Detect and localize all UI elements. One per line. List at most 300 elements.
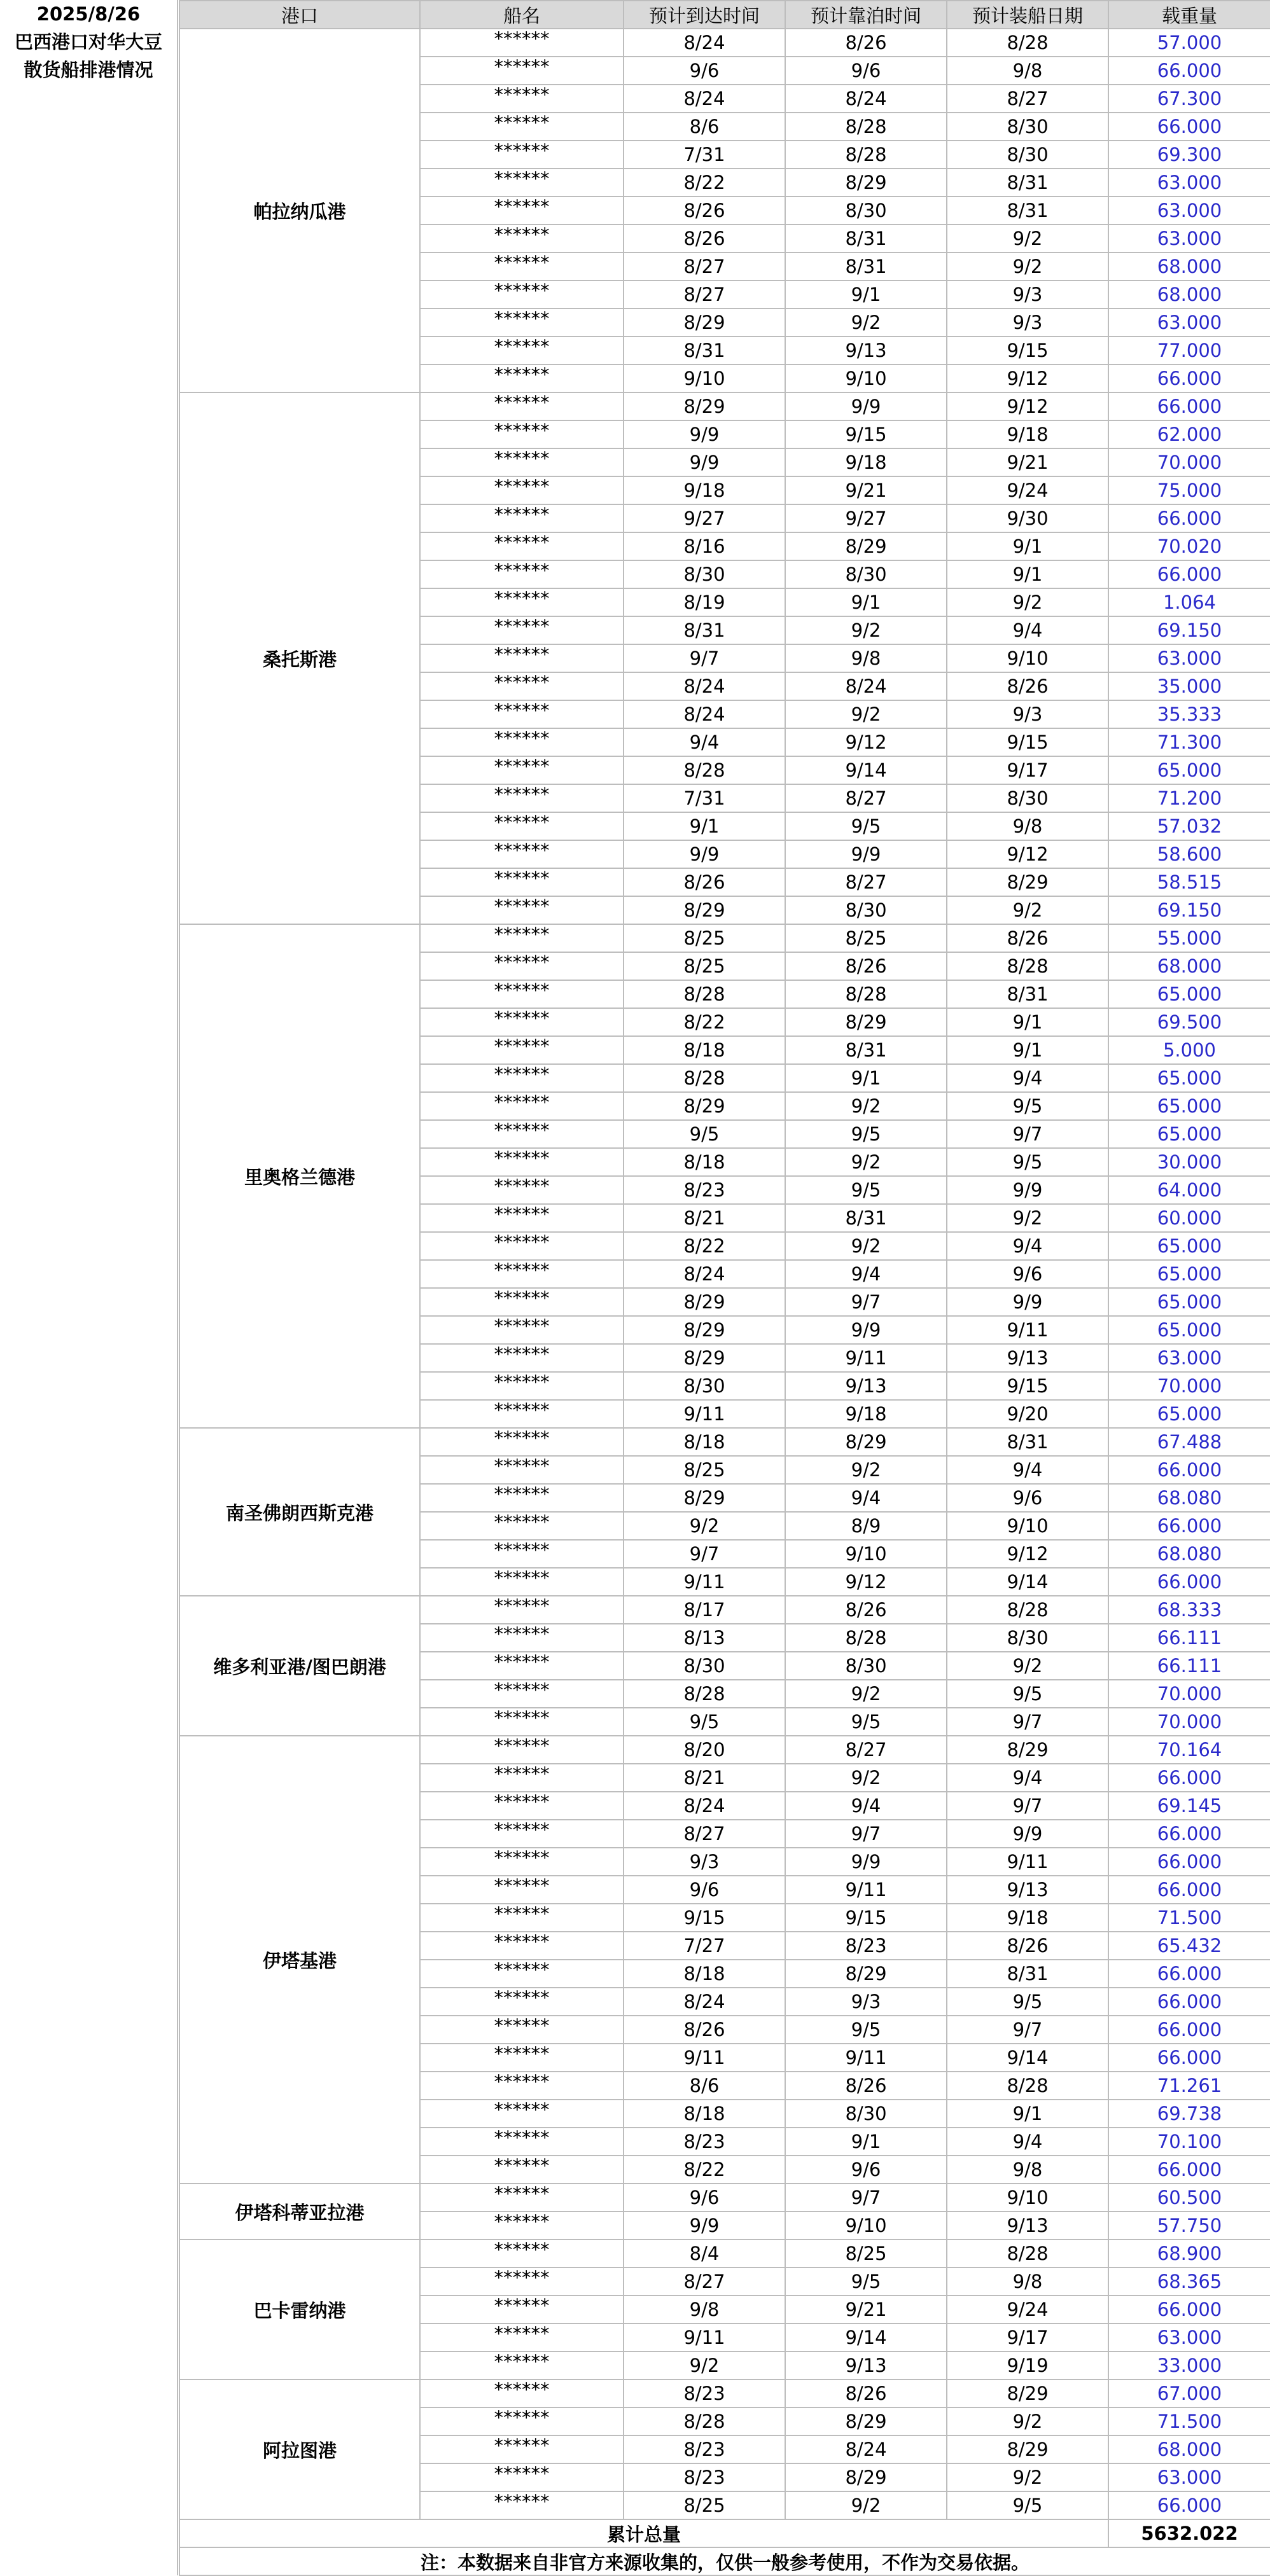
- berth-cell: 9/6: [785, 57, 947, 85]
- eta-cell: 9/7: [624, 1540, 785, 1568]
- berth-cell: 9/2: [785, 700, 947, 728]
- ship-name-masked: ******: [420, 85, 624, 113]
- port-name: 桑托斯港: [179, 392, 420, 924]
- tonnage-cell: 70.100: [1108, 2128, 1270, 2156]
- eta-cell: 8/25: [624, 2491, 785, 2519]
- ship-name-masked: ******: [420, 728, 624, 756]
- tonnage-cell: 70.164: [1108, 1736, 1270, 1764]
- tonnage-cell: 63.000: [1108, 197, 1270, 225]
- tonnage-cell: 65.000: [1108, 1400, 1270, 1428]
- tonnage-cell: 66.000: [1108, 113, 1270, 141]
- berth-cell: 9/2: [785, 1148, 947, 1176]
- berth-cell: 9/2: [785, 1456, 947, 1484]
- loading-date-cell: 9/5: [947, 1680, 1108, 1708]
- eta-cell: 8/18: [624, 1036, 785, 1064]
- berth-cell: 9/2: [785, 2491, 947, 2519]
- tonnage-cell: 65.000: [1108, 1288, 1270, 1316]
- loading-date-cell: 9/15: [947, 1372, 1108, 1400]
- loading-date-cell: 9/5: [947, 1092, 1108, 1120]
- tonnage-cell: 35.333: [1108, 700, 1270, 728]
- loading-date-cell: 9/10: [947, 1512, 1108, 1540]
- tonnage-cell: 66.000: [1108, 1512, 1270, 1540]
- tonnage-cell: 70.000: [1108, 1708, 1270, 1736]
- ship-name-masked: ******: [420, 2379, 624, 2407]
- loading-date-cell: 9/12: [947, 392, 1108, 420]
- loading-date-cell: 8/29: [947, 2379, 1108, 2407]
- ship-name-masked: ******: [420, 2072, 624, 2100]
- ship-name-masked: ******: [420, 588, 624, 616]
- eta-cell: 9/5: [624, 1708, 785, 1736]
- table-row: [179, 2240, 1270, 2268]
- report-title-line2: 散货船排港情况: [24, 59, 153, 81]
- berth-cell: 9/2: [785, 1680, 947, 1708]
- tonnage-cell: 69.300: [1108, 141, 1270, 169]
- ship-name-masked: ******: [420, 1792, 624, 1820]
- eta-cell: 8/28: [624, 2407, 785, 2435]
- berth-cell: 9/10: [785, 364, 947, 392]
- berth-cell: 9/4: [785, 1484, 947, 1512]
- berth-cell: 9/5: [785, 2268, 947, 2296]
- ship-name-masked: ******: [420, 1036, 624, 1064]
- ship-name-masked: ******: [420, 308, 624, 336]
- tonnage-cell: 60.500: [1108, 2184, 1270, 2212]
- ship-name-masked: ******: [420, 924, 624, 952]
- ship-name-masked: ******: [420, 784, 624, 812]
- loading-date-cell: 9/1: [947, 2100, 1108, 2128]
- loading-date-cell: 8/30: [947, 141, 1108, 169]
- eta-cell: 8/6: [624, 2072, 785, 2100]
- berth-cell: 8/26: [785, 2072, 947, 2100]
- tonnage-cell: 67.488: [1108, 1428, 1270, 1456]
- eta-cell: 8/20: [624, 1736, 785, 1764]
- ship-name-masked: ******: [420, 113, 624, 141]
- ship-name-masked: ******: [420, 2240, 624, 2268]
- loading-date-cell: 9/13: [947, 1344, 1108, 1372]
- loading-date-cell: 8/28: [947, 2072, 1108, 2100]
- eta-cell: 8/23: [624, 1176, 785, 1204]
- eta-cell: 9/9: [624, 420, 785, 448]
- eta-cell: 8/31: [624, 616, 785, 644]
- eta-cell: 8/29: [624, 1316, 785, 1344]
- eta-cell: 9/11: [624, 1400, 785, 1428]
- ship-name-masked: ******: [420, 1680, 624, 1708]
- eta-cell: 9/6: [624, 1876, 785, 1904]
- tonnage-cell: 66.111: [1108, 1652, 1270, 1680]
- ship-name-masked: ******: [420, 1372, 624, 1400]
- eta-cell: 8/23: [624, 2379, 785, 2407]
- berth-cell: 8/29: [785, 532, 947, 560]
- eta-cell: 8/13: [624, 1624, 785, 1652]
- ship-name-masked: ******: [420, 1316, 624, 1344]
- berth-cell: 9/6: [785, 2156, 947, 2184]
- berth-cell: 8/28: [785, 980, 947, 1008]
- berth-cell: 8/31: [785, 253, 947, 280]
- ship-name-masked: ******: [420, 1344, 624, 1372]
- ship-name-masked: ******: [420, 2407, 624, 2435]
- tonnage-cell: 66.111: [1108, 1624, 1270, 1652]
- loading-date-cell: 9/17: [947, 756, 1108, 784]
- eta-cell: 9/1: [624, 812, 785, 840]
- eta-cell: 8/30: [624, 1372, 785, 1400]
- berth-cell: 8/26: [785, 29, 947, 57]
- loading-date-cell: 9/12: [947, 364, 1108, 392]
- loading-date-cell: 9/7: [947, 1120, 1108, 1148]
- loading-date-cell: 9/8: [947, 2156, 1108, 2184]
- column-header-eta: 预计到达时间: [624, 1, 785, 29]
- ship-name-masked: ******: [420, 980, 624, 1008]
- ship-name-masked: ******: [420, 1708, 624, 1736]
- eta-cell: 8/24: [624, 29, 785, 57]
- berth-cell: 8/29: [785, 1960, 947, 1988]
- eta-cell: 8/25: [624, 924, 785, 952]
- column-header-port: 港口: [179, 1, 420, 29]
- port-name: 阿拉图港: [179, 2379, 420, 2519]
- ship-name-masked: ******: [420, 532, 624, 560]
- loading-date-cell: 9/1: [947, 560, 1108, 588]
- tonnage-cell: 66.000: [1108, 1988, 1270, 2016]
- eta-cell: 9/3: [624, 1848, 785, 1876]
- loading-date-cell: 9/3: [947, 700, 1108, 728]
- loading-date-cell: 9/4: [947, 1232, 1108, 1260]
- ship-name-masked: ******: [420, 476, 624, 504]
- loading-date-cell: 8/28: [947, 29, 1108, 57]
- port-name: 巴卡雷纳港: [179, 2240, 420, 2379]
- berth-cell: 8/31: [785, 225, 947, 253]
- report-title-block: [0, 0, 178, 2575]
- table-row: [179, 392, 1270, 420]
- column-header-loading: 预计装船日期: [947, 1, 1108, 29]
- berth-cell: 8/29: [785, 1428, 947, 1456]
- ship-name-masked: ******: [420, 952, 624, 980]
- loading-date-cell: 9/1: [947, 532, 1108, 560]
- berth-cell: 9/18: [785, 1400, 947, 1428]
- eta-cell: 8/27: [624, 2268, 785, 2296]
- eta-cell: 8/17: [624, 1596, 785, 1624]
- loading-date-cell: 9/3: [947, 280, 1108, 308]
- eta-cell: 8/18: [624, 1148, 785, 1176]
- ship-name-masked: ******: [420, 1820, 624, 1848]
- berth-cell: 9/12: [785, 1568, 947, 1596]
- loading-date-cell: 8/30: [947, 113, 1108, 141]
- tonnage-cell: 67.300: [1108, 85, 1270, 113]
- ship-name-masked: ******: [420, 1232, 624, 1260]
- loading-date-cell: 9/13: [947, 1876, 1108, 1904]
- tonnage-cell: 64.000: [1108, 1176, 1270, 1204]
- tonnage-cell: 66.000: [1108, 1876, 1270, 1904]
- berth-cell: 9/3: [785, 1988, 947, 2016]
- ship-name-masked: ******: [420, 868, 624, 896]
- ship-name-masked: ******: [420, 672, 624, 700]
- loading-date-cell: 8/27: [947, 85, 1108, 113]
- loading-date-cell: 8/28: [947, 1596, 1108, 1624]
- eta-cell: 8/29: [624, 1484, 785, 1512]
- eta-cell: 8/28: [624, 756, 785, 784]
- loading-date-cell: 9/12: [947, 1540, 1108, 1568]
- eta-cell: 8/29: [624, 308, 785, 336]
- loading-date-cell: 9/15: [947, 728, 1108, 756]
- tonnage-cell: 69.738: [1108, 2100, 1270, 2128]
- port-name: 里奥格兰德港: [179, 924, 420, 1428]
- tonnage-cell: 66.000: [1108, 392, 1270, 420]
- ship-name-masked: ******: [420, 1400, 624, 1428]
- total-row: [179, 2519, 1270, 2547]
- ship-name-masked: ******: [420, 1764, 624, 1792]
- berth-cell: 8/30: [785, 560, 947, 588]
- ship-name-masked: ******: [420, 1512, 624, 1540]
- tonnage-cell: 68.000: [1108, 253, 1270, 280]
- tonnage-cell: 57.032: [1108, 812, 1270, 840]
- ship-name-masked: ******: [420, 448, 624, 476]
- tonnage-cell: 66.000: [1108, 504, 1270, 532]
- eta-cell: 8/28: [624, 1064, 785, 1092]
- eta-cell: 8/21: [624, 1204, 785, 1232]
- table-row: [179, 29, 1270, 57]
- tonnage-cell: 71.500: [1108, 1904, 1270, 1932]
- table-header-row: [179, 1, 1270, 29]
- berth-cell: 8/30: [785, 2100, 947, 2128]
- tonnage-cell: 65.000: [1108, 1260, 1270, 1288]
- loading-date-cell: 9/24: [947, 2296, 1108, 2323]
- table-row: [179, 2379, 1270, 2407]
- tonnage-cell: 63.000: [1108, 169, 1270, 197]
- ship-name-masked: ******: [420, 420, 624, 448]
- ship-name-masked: ******: [420, 29, 624, 57]
- tonnage-cell: 68.000: [1108, 2435, 1270, 2463]
- tonnage-cell: 70.020: [1108, 532, 1270, 560]
- loading-date-cell: 9/14: [947, 2044, 1108, 2072]
- loading-date-cell: 8/28: [947, 2240, 1108, 2268]
- loading-date-cell: 9/2: [947, 1652, 1108, 1680]
- berth-cell: 9/11: [785, 1344, 947, 1372]
- berth-cell: 9/2: [785, 1764, 947, 1792]
- berth-cell: 9/11: [785, 1876, 947, 1904]
- berth-cell: 9/2: [785, 1092, 947, 1120]
- tonnage-cell: 60.000: [1108, 1204, 1270, 1232]
- tonnage-cell: 68.365: [1108, 2268, 1270, 2296]
- eta-cell: 7/31: [624, 784, 785, 812]
- loading-date-cell: 9/1: [947, 1008, 1108, 1036]
- berth-cell: 9/12: [785, 728, 947, 756]
- loading-date-cell: 8/26: [947, 672, 1108, 700]
- tonnage-cell: 65.432: [1108, 1932, 1270, 1960]
- loading-date-cell: 9/9: [947, 1176, 1108, 1204]
- loading-date-cell: 8/29: [947, 868, 1108, 896]
- ship-name-masked: ******: [420, 1176, 624, 1204]
- eta-cell: 8/23: [624, 2128, 785, 2156]
- loading-date-cell: 8/31: [947, 1428, 1108, 1456]
- berth-cell: 8/27: [785, 868, 947, 896]
- eta-cell: 7/27: [624, 1932, 785, 1960]
- berth-cell: 9/18: [785, 448, 947, 476]
- loading-date-cell: 9/5: [947, 1988, 1108, 2016]
- tonnage-cell: 58.600: [1108, 840, 1270, 868]
- ship-name-masked: ******: [420, 1288, 624, 1316]
- tonnage-cell: 33.000: [1108, 2351, 1270, 2379]
- table-row: [179, 924, 1270, 952]
- tonnage-cell: 66.000: [1108, 364, 1270, 392]
- eta-cell: 8/28: [624, 1680, 785, 1708]
- berth-cell: 8/29: [785, 169, 947, 197]
- loading-date-cell: 9/3: [947, 308, 1108, 336]
- tonnage-cell: 69.500: [1108, 1008, 1270, 1036]
- ship-name-masked: ******: [420, 1092, 624, 1120]
- eta-cell: 8/26: [624, 225, 785, 253]
- loading-date-cell: 8/31: [947, 169, 1108, 197]
- table-row: [179, 2184, 1270, 2212]
- berth-cell: 8/26: [785, 2379, 947, 2407]
- ship-name-masked: ******: [420, 2128, 624, 2156]
- eta-cell: 9/11: [624, 2044, 785, 2072]
- tonnage-cell: 63.000: [1108, 308, 1270, 336]
- berth-cell: 9/13: [785, 336, 947, 364]
- berth-cell: 9/14: [785, 756, 947, 784]
- eta-cell: 9/5: [624, 1120, 785, 1148]
- table-body: [179, 29, 1270, 2519]
- loading-date-cell: 9/30: [947, 504, 1108, 532]
- ship-name-masked: ******: [420, 169, 624, 197]
- port-name: 维多利亚港/图巴朗港: [179, 1596, 420, 1736]
- ship-name-masked: ******: [420, 896, 624, 924]
- berth-cell: 8/24: [785, 2435, 947, 2463]
- eta-cell: 9/2: [624, 2351, 785, 2379]
- berth-cell: 9/5: [785, 1708, 947, 1736]
- ship-name-masked: ******: [420, 2212, 624, 2240]
- ship-name-masked: ******: [420, 2435, 624, 2463]
- loading-date-cell: 9/10: [947, 2184, 1108, 2212]
- disclaimer-note: 注：本数据来自非官方来源收集的，仅供一般参考使用，不作为交易依据。: [179, 2547, 1270, 2575]
- ship-name-masked: ******: [420, 2296, 624, 2323]
- ship-name-masked: ******: [420, 616, 624, 644]
- berth-cell: 8/23: [785, 1932, 947, 1960]
- berth-cell: 9/4: [785, 1260, 947, 1288]
- tonnage-cell: 66.000: [1108, 560, 1270, 588]
- berth-cell: 9/9: [785, 1848, 947, 1876]
- tonnage-cell: 66.000: [1108, 1456, 1270, 1484]
- eta-cell: 9/27: [624, 504, 785, 532]
- ship-name-masked: ******: [420, 197, 624, 225]
- tonnage-cell: 5.000: [1108, 1036, 1270, 1064]
- eta-cell: 9/7: [624, 644, 785, 672]
- loading-date-cell: 9/2: [947, 896, 1108, 924]
- tonnage-cell: 58.515: [1108, 868, 1270, 896]
- tonnage-cell: 66.000: [1108, 2044, 1270, 2072]
- loading-date-cell: 9/6: [947, 1484, 1108, 1512]
- berth-cell: 9/15: [785, 420, 947, 448]
- eta-cell: 8/25: [624, 1456, 785, 1484]
- eta-cell: 8/22: [624, 1232, 785, 1260]
- ship-name-masked: ******: [420, 1008, 624, 1036]
- ship-name-masked: ******: [420, 756, 624, 784]
- berth-cell: 8/30: [785, 197, 947, 225]
- loading-date-cell: 9/8: [947, 2268, 1108, 2296]
- eta-cell: 8/31: [624, 336, 785, 364]
- ship-name-masked: ******: [420, 1568, 624, 1596]
- eta-cell: 9/9: [624, 448, 785, 476]
- total-label: 累计总量: [179, 2519, 1108, 2547]
- tonnage-cell: 69.150: [1108, 896, 1270, 924]
- ship-name-masked: ******: [420, 1652, 624, 1680]
- berth-cell: 8/24: [785, 672, 947, 700]
- tonnage-cell: 1.064: [1108, 588, 1270, 616]
- berth-cell: 9/1: [785, 588, 947, 616]
- tonnage-cell: 65.000: [1108, 1092, 1270, 1120]
- loading-date-cell: 9/4: [947, 616, 1108, 644]
- eta-cell: 8/23: [624, 2435, 785, 2463]
- eta-cell: 8/4: [624, 2240, 785, 2268]
- tonnage-cell: 30.000: [1108, 1148, 1270, 1176]
- ship-name-masked: ******: [420, 504, 624, 532]
- tonnage-cell: 69.150: [1108, 616, 1270, 644]
- eta-cell: 8/21: [624, 1764, 785, 1792]
- eta-cell: 8/24: [624, 1260, 785, 1288]
- ship-name-masked: ******: [420, 1624, 624, 1652]
- berth-cell: 9/5: [785, 2016, 947, 2044]
- berth-cell: 9/2: [785, 1232, 947, 1260]
- eta-cell: 9/11: [624, 2323, 785, 2351]
- berth-cell: 9/11: [785, 2044, 947, 2072]
- tonnage-cell: 66.000: [1108, 1848, 1270, 1876]
- eta-cell: 8/22: [624, 2156, 785, 2184]
- berth-cell: 9/1: [785, 1064, 947, 1092]
- berth-cell: 8/29: [785, 2407, 947, 2435]
- tonnage-cell: 66.000: [1108, 2491, 1270, 2519]
- loading-date-cell: 8/31: [947, 1960, 1108, 1988]
- tonnage-cell: 70.000: [1108, 1680, 1270, 1708]
- loading-date-cell: 8/31: [947, 197, 1108, 225]
- loading-date-cell: 9/4: [947, 1764, 1108, 1792]
- ship-name-masked: ******: [420, 1148, 624, 1176]
- ship-name-masked: ******: [420, 253, 624, 280]
- ship-name-masked: ******: [420, 2463, 624, 2491]
- loading-date-cell: 9/4: [947, 2128, 1108, 2156]
- berth-cell: 9/9: [785, 1316, 947, 1344]
- berth-cell: 8/25: [785, 2240, 947, 2268]
- berth-cell: 8/31: [785, 1204, 947, 1232]
- eta-cell: 8/18: [624, 2100, 785, 2128]
- ship-name-masked: ******: [420, 1120, 624, 1148]
- tonnage-cell: 68.000: [1108, 952, 1270, 980]
- tonnage-cell: 63.000: [1108, 2323, 1270, 2351]
- tonnage-cell: 65.000: [1108, 1064, 1270, 1092]
- tonnage-cell: 69.145: [1108, 1792, 1270, 1820]
- berth-cell: 9/2: [785, 308, 947, 336]
- berth-cell: 9/14: [785, 2323, 947, 2351]
- eta-cell: 8/24: [624, 1792, 785, 1820]
- ship-name-masked: ******: [420, 280, 624, 308]
- eta-cell: 9/6: [624, 57, 785, 85]
- berth-cell: 9/1: [785, 2128, 947, 2156]
- port-name: 帕拉纳瓜港: [179, 29, 420, 392]
- eta-cell: 8/24: [624, 672, 785, 700]
- ship-name-masked: ******: [420, 2156, 624, 2184]
- berth-cell: 8/30: [785, 896, 947, 924]
- eta-cell: 9/4: [624, 728, 785, 756]
- ship-name-masked: ******: [420, 2268, 624, 2296]
- loading-date-cell: 9/2: [947, 225, 1108, 253]
- ship-name-masked: ******: [420, 2491, 624, 2519]
- loading-date-cell: 8/29: [947, 1736, 1108, 1764]
- loading-date-cell: 9/5: [947, 2491, 1108, 2519]
- ship-name-masked: ******: [420, 2184, 624, 2212]
- ship-name-masked: ******: [420, 1260, 624, 1288]
- ship-name-masked: ******: [420, 644, 624, 672]
- tonnage-cell: 66.000: [1108, 2296, 1270, 2323]
- eta-cell: 8/27: [624, 1820, 785, 1848]
- eta-cell: 9/2: [624, 1512, 785, 1540]
- tonnage-cell: 66.000: [1108, 1764, 1270, 1792]
- berth-cell: 9/10: [785, 2212, 947, 2240]
- ship-name-masked: ******: [420, 1428, 624, 1456]
